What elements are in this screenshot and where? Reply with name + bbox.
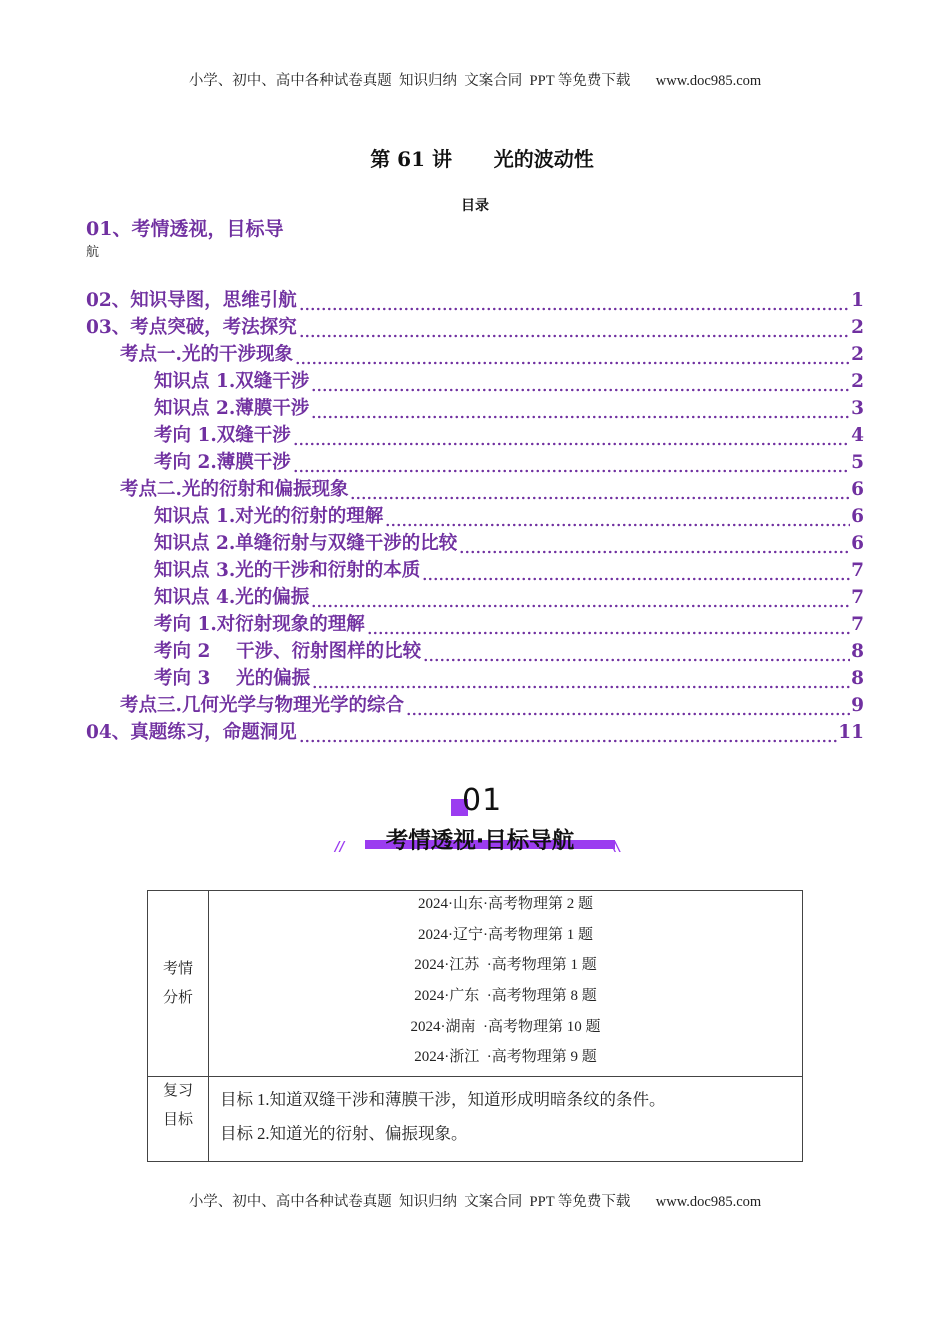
toc-entry-label: 考点三.几何光学与物理光学的综合 <box>120 692 405 719</box>
toc-dot-leader <box>312 665 850 692</box>
toc-entry-label: 02、知识导图，思维引航 <box>86 287 298 314</box>
toc-entry-label: 考点二.光的衍射和偏振现象 <box>120 476 349 503</box>
exam-list-cell <box>209 891 803 1077</box>
toc-entry-label: 知识点 4.光的偏振 <box>154 584 310 611</box>
toc-page-number: 7 <box>851 587 864 608</box>
toc-page-number: 6 <box>851 533 864 554</box>
toc-dot-leader <box>299 719 838 746</box>
toc-dot-leader <box>367 611 850 638</box>
toc-entry[interactable] <box>86 287 864 314</box>
row-header-line: 目标 <box>162 1112 193 1129</box>
toc-entry-label: 考向 2 干涉、衍射图样的比较 <box>154 638 422 665</box>
toc-page-number: 4 <box>851 425 864 446</box>
page-header: 小学、初中、高中各种试卷真题 知识归纳 文案合同 PPT 等免费下载 www.doc985.com <box>188 73 762 89</box>
toc-entry-label: 知识点 2.单缝衍射与双缝干涉的比较 <box>154 530 458 557</box>
toc-page-number: 2 <box>851 344 864 365</box>
toc-page-number: 6 <box>851 506 864 527</box>
toc-page-number: 1 <box>851 290 864 311</box>
exam-info-table <box>147 890 803 1162</box>
exam-item: 2024·辽宁·高考物理第 1 题 <box>418 926 593 943</box>
row-header-line: 复习 <box>162 1083 193 1100</box>
toc-dot-leader <box>406 692 850 719</box>
toc-entry-01[interactable] <box>86 213 864 243</box>
toc-dot-leader <box>385 503 850 530</box>
toc-page-number: 2 <box>851 317 864 338</box>
toc-entry[interactable] <box>86 611 864 638</box>
toc-dot-leader <box>311 368 850 395</box>
exam-item: 2024·山东·高考物理第 2 题 <box>418 896 593 912</box>
toc-entry[interactable] <box>86 341 864 368</box>
toc-dot-leader <box>293 422 850 449</box>
exam-item: 2024·浙江 ·高考物理第 9 题 <box>414 1049 597 1066</box>
toc-entry[interactable] <box>86 395 864 422</box>
toc-heading: 目录 <box>461 198 489 214</box>
exam-item: 2024·江苏 ·高考物理第 1 题 <box>414 957 597 974</box>
toc-entry[interactable] <box>86 503 864 530</box>
toc-page-number: 9 <box>851 695 864 716</box>
table-of-contents <box>86 213 864 746</box>
toc-entry[interactable] <box>86 449 864 476</box>
toc-dot-leader <box>423 638 850 665</box>
toc-entry-label: 知识点 1.双缝干涉 <box>154 368 310 395</box>
toc-dot-leader <box>311 395 850 422</box>
toc-entry[interactable] <box>86 638 864 665</box>
toc-page-number: 6 <box>851 479 864 500</box>
toc-entry[interactable] <box>86 422 864 449</box>
toc-entry[interactable] <box>86 719 864 746</box>
slash-decoration-icon: // <box>335 840 345 855</box>
table-row-review-goals <box>148 1077 803 1162</box>
toc-entry-label: 考向 1.双缝干涉 <box>154 422 292 449</box>
page-footer: 小学、初中、高中各种试卷真题 知识归纳 文案合同 PPT 等免费下载 www.doc985.com <box>188 1194 762 1210</box>
toc-dot-leader <box>293 449 850 476</box>
toc-dot-leader <box>299 314 850 341</box>
goal-item: 目标 1.知道双缝干涉和薄膜干涉，知道形成明暗条纹的条件。 <box>220 1090 666 1110</box>
row-header-exam-analysis <box>148 891 209 1077</box>
exam-item: 2024·湖南 ·高考物理第 10 题 <box>410 1018 601 1035</box>
section-number: 01 <box>462 783 503 818</box>
toc-page-number: 8 <box>851 668 864 689</box>
toc-entry-01-wrap: 航 <box>86 245 100 260</box>
section-title: 考情透视·目标导航 <box>385 828 575 854</box>
toc-entry-label: 04、真题练习，命题洞见 <box>86 719 298 746</box>
toc-entry[interactable] <box>86 476 864 503</box>
toc-entry-label: 考向 3 光的偏振 <box>154 665 311 692</box>
toc-page-number: 3 <box>851 398 864 419</box>
toc-page-number: 7 <box>851 614 864 635</box>
toc-entry[interactable] <box>86 557 864 584</box>
toc-dot-leader <box>422 557 850 584</box>
toc-page-number: 2 <box>851 371 864 392</box>
toc-dot-leader <box>350 476 850 503</box>
toc-entry-label: 03、考点突破，考法探究 <box>86 314 298 341</box>
toc-entry-label: 知识点 1.对光的衍射的理解 <box>154 503 384 530</box>
slash-decoration-icon: // <box>610 840 620 855</box>
toc-entry[interactable] <box>86 530 864 557</box>
toc-dot-leader <box>295 341 850 368</box>
toc-page-number: 8 <box>851 641 864 662</box>
table-row-exam-analysis <box>148 891 803 1077</box>
toc-entry[interactable] <box>86 665 864 692</box>
toc-entry-label: 知识点 3.光的干涉和衍射的本质 <box>154 557 421 584</box>
toc-entry[interactable] <box>86 584 864 611</box>
toc-page-number: 11 <box>838 722 864 743</box>
toc-dot-leader <box>299 287 850 314</box>
toc-entry-label: 考向 1.对衍射现象的理解 <box>154 611 366 638</box>
toc-dot-leader <box>459 530 850 557</box>
toc-entry-label: 考向 2.薄膜干涉 <box>154 449 292 476</box>
page-title: 第 61 讲 光的波动性 <box>370 147 594 171</box>
row-header-line: 考情 <box>162 960 193 977</box>
toc-entry-label: 知识点 2.薄膜干涉 <box>154 395 310 422</box>
toc-entry[interactable] <box>86 368 864 395</box>
toc-entry-label: 考点一.光的干涉现象 <box>120 341 294 368</box>
goal-list-cell <box>209 1077 803 1162</box>
toc-dot-leader <box>311 584 850 611</box>
toc-page-number: 7 <box>851 560 864 581</box>
toc-entry[interactable] <box>86 314 864 341</box>
exam-item: 2024·广东 ·高考物理第 8 题 <box>414 988 597 1005</box>
toc-entry-label: 01、考情透视，目标导 <box>86 216 284 243</box>
toc-entry[interactable] <box>86 692 864 719</box>
section-badge <box>330 785 630 865</box>
row-header-review-goals <box>148 1077 209 1162</box>
goal-item: 目标 2.知道光的衍射、偏振现象。 <box>220 1124 468 1144</box>
toc-page-number: 5 <box>851 452 864 473</box>
row-header-line: 分析 <box>162 989 193 1006</box>
